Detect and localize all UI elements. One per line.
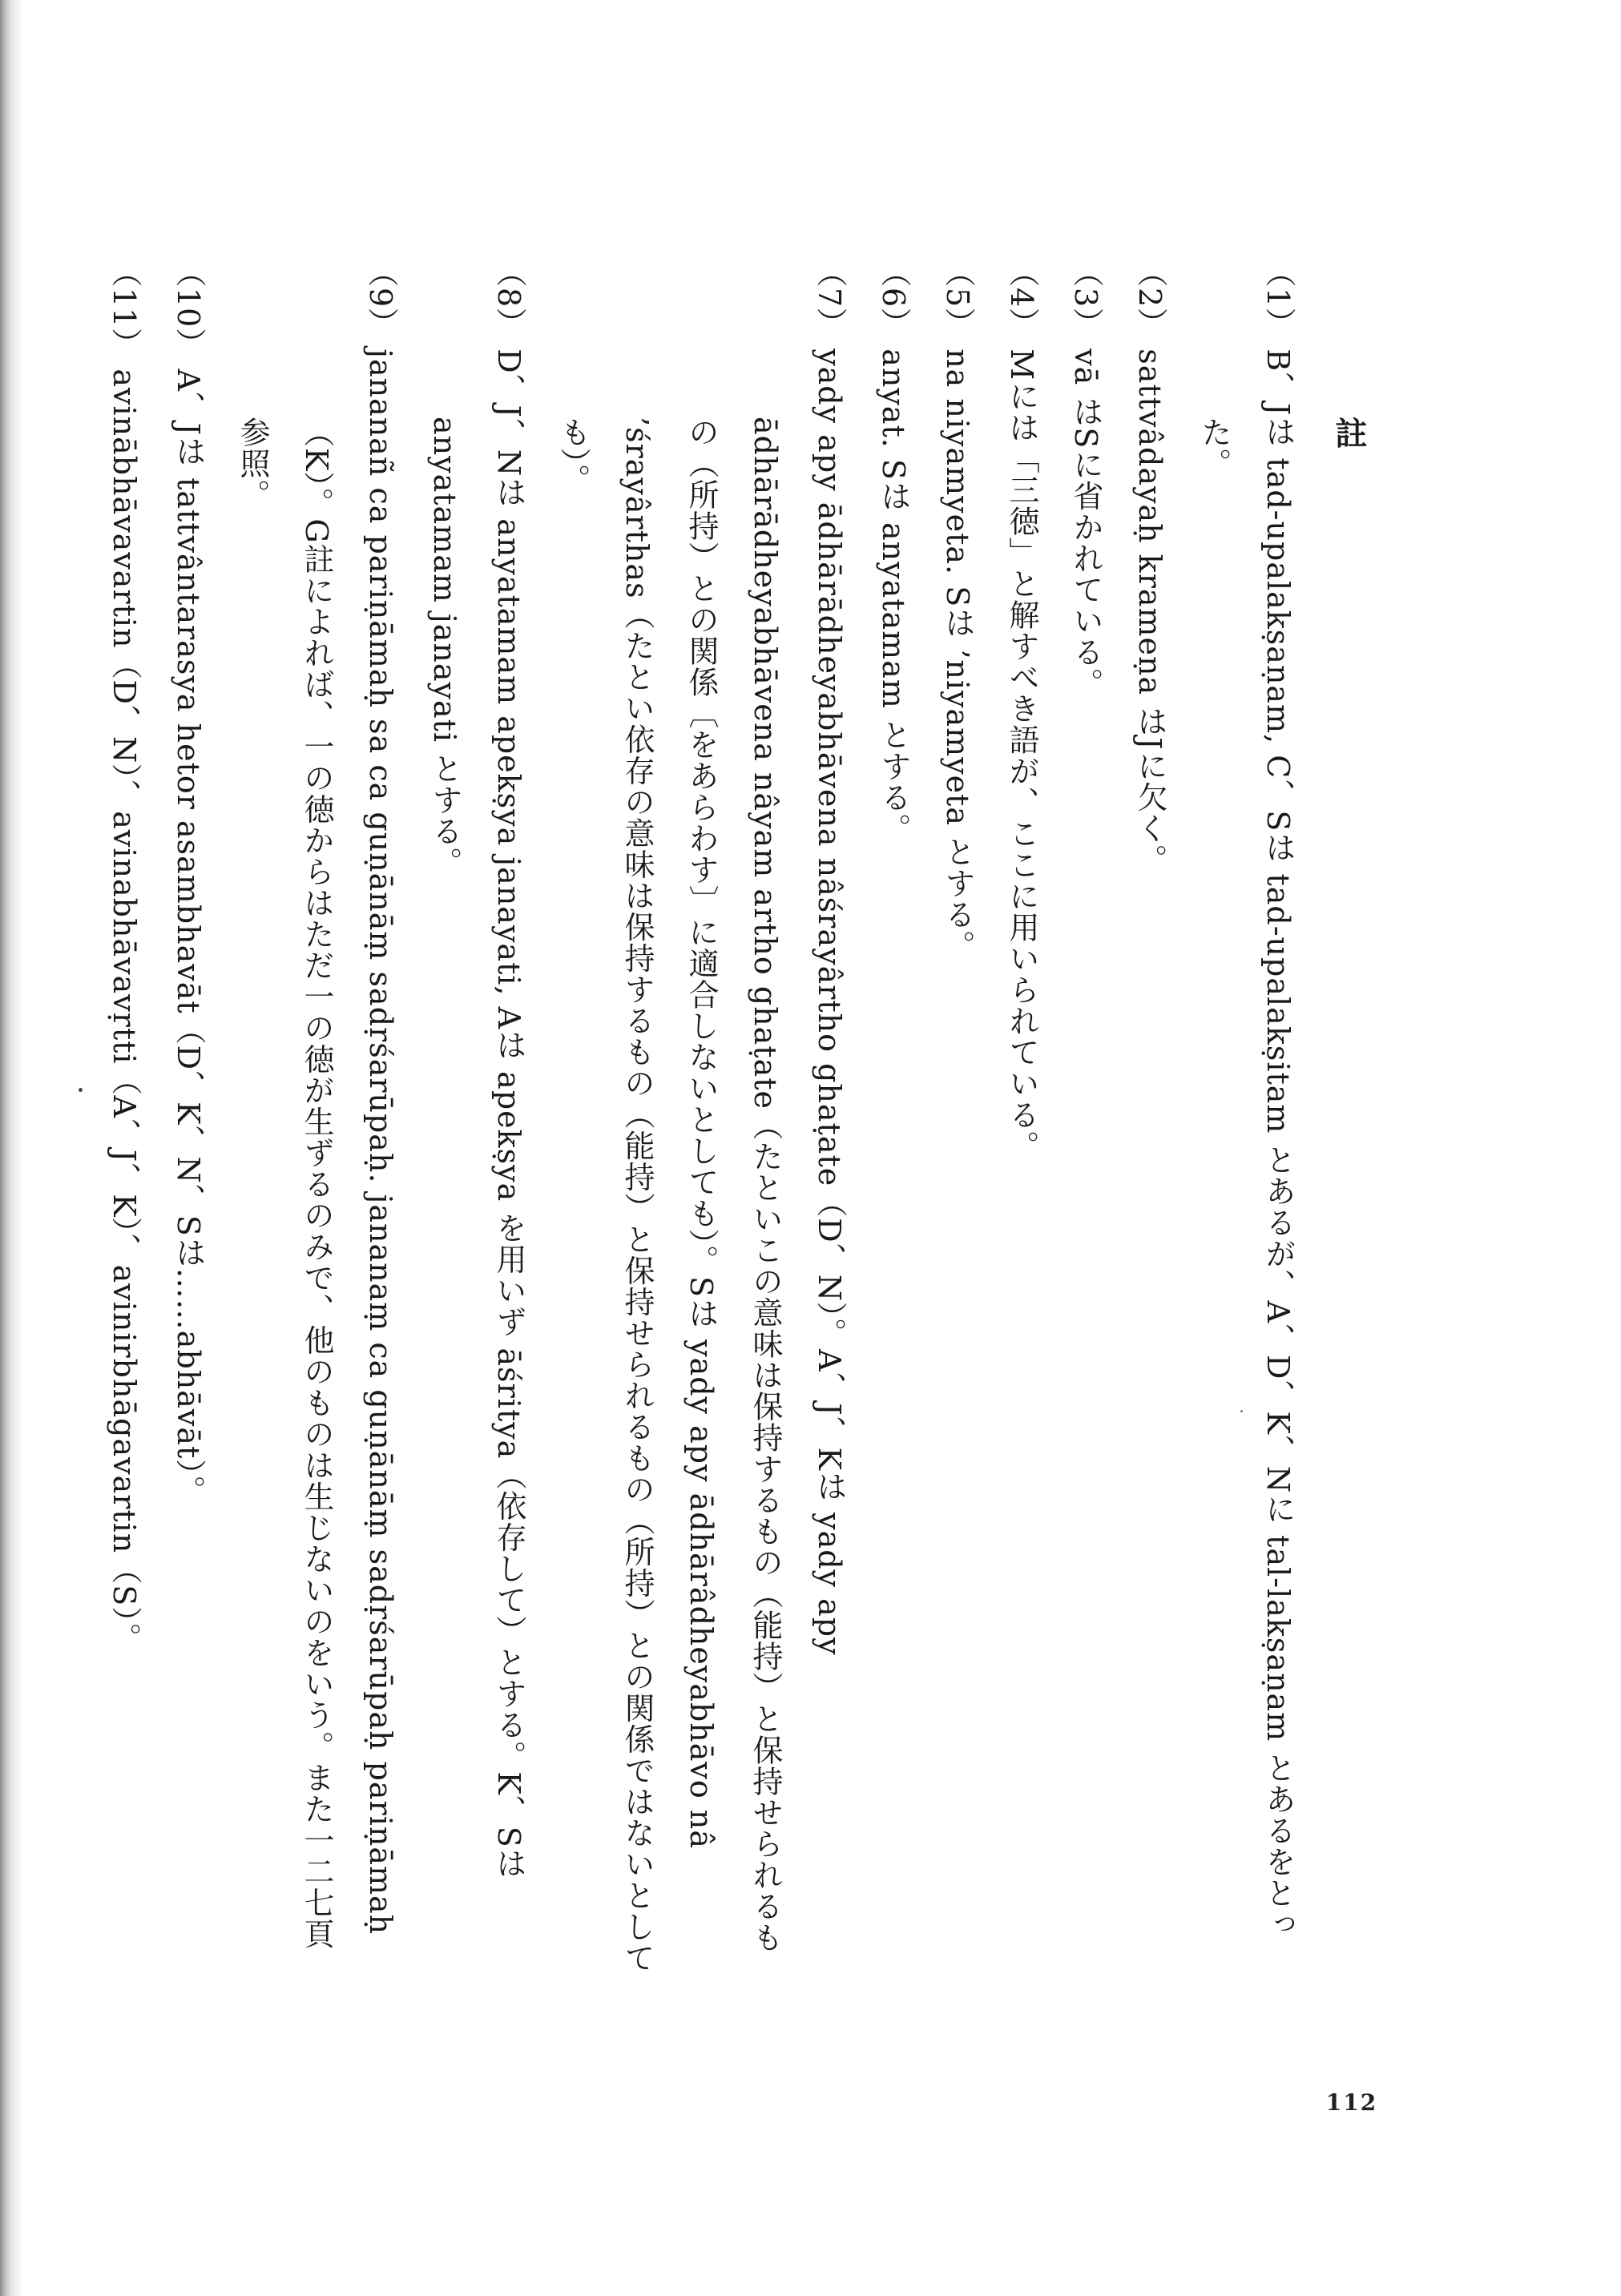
note-6 (861, 256, 925, 1979)
note-5 (925, 256, 990, 1979)
note-number: （11） (107, 256, 142, 360)
note-3 (1054, 256, 1118, 1979)
note-number: （10） (171, 256, 206, 360)
note-number: （4） (1004, 256, 1039, 340)
note-number: （7） (812, 256, 847, 340)
note-1 (1182, 256, 1310, 1979)
note-text: yady apy ādhārādheyabhāvena nâśrayârtho ghaṭate（D、N）。A、J、Kは yady apy ādhārādheyabhāvena nâyam artho ghaṭate（たといこの意味は保持するもの（能持）と保持せられるもの（所持）との関係〔をあらわす〕に適合しないとしても）。Sは yady apy ādhārâdheyabhāvo nâ ’śrayârthas（たとい依存の意味は保持するもの（能持）と保持せられるもの（所持）との関係ではないとしても）。 (555, 348, 847, 1974)
note-text: B、Jは tad-upalakṣaṇam, C、Sは tad-upalakṣitam とあるが、A、D、K、Nに tal-lakṣaṇam とあるをとった。 (1196, 348, 1296, 1940)
note-text: Mには「三徳」と解すべき語が、ここに用いられている。 (1004, 348, 1039, 1162)
note-text: anyat. Sは anyatamam とする。 (876, 348, 911, 844)
note-number: （1） (1260, 256, 1296, 340)
note-number: （6） (876, 256, 911, 340)
note-number: （9） (363, 256, 398, 340)
note-text: vā はSに省かれている。 (1068, 348, 1103, 699)
note-2 (1118, 256, 1182, 1979)
note-text: D、J、Nは anyatamam apekṣya janayati, Aは apekṣya を用いず āśritya（依存して）とする。K、Sは anyatamam janayati とする。 (427, 348, 526, 1879)
note-9 (220, 256, 413, 1979)
note-10 (156, 256, 220, 1979)
note-text: na niyamyeta. Sは ’niyamyeta とする。 (940, 348, 975, 962)
note-8 (413, 256, 541, 1979)
note-number: （5） (940, 256, 975, 340)
notes-heading: 註 (1330, 417, 1368, 449)
page-number: 112 (1325, 2089, 1378, 2116)
note-text: A、Jは tattvântarasya hetor asambhavāt（D、K、N、Sは……abhāvāt）。 (171, 369, 206, 1507)
note-text: jananañ ca pariṇāmaḥ sa ca guṇānāṃ sadṛśarūpaḥ. jananaṃ ca guṇānāṃ sadṛśarūpaḥ pariṇāmaḥ（K）。G註によれば、一の徳からはただ一の徳が生ずるのみで、他のものは生じないのをいう。また一二七頁参照。 (235, 348, 398, 1950)
note-4 (990, 256, 1054, 1979)
note-number: （8） (491, 256, 526, 340)
note-text: avinābhāvavartin（D、N）、avinabhāvavṛtti（A、J、K）、avinirbhāgavartin（S）。 (107, 369, 142, 1654)
note-number: （2） (1132, 256, 1167, 340)
note-7 (541, 256, 861, 1979)
note-11 (92, 256, 156, 1979)
note-number: （3） (1068, 256, 1103, 340)
notes-block (92, 256, 1381, 1979)
scan-page-edge (0, 0, 24, 2296)
note-text: sattvâdayaḥ krameṇa はJに欠く。 (1132, 348, 1167, 876)
scan-speck (79, 1088, 83, 1092)
